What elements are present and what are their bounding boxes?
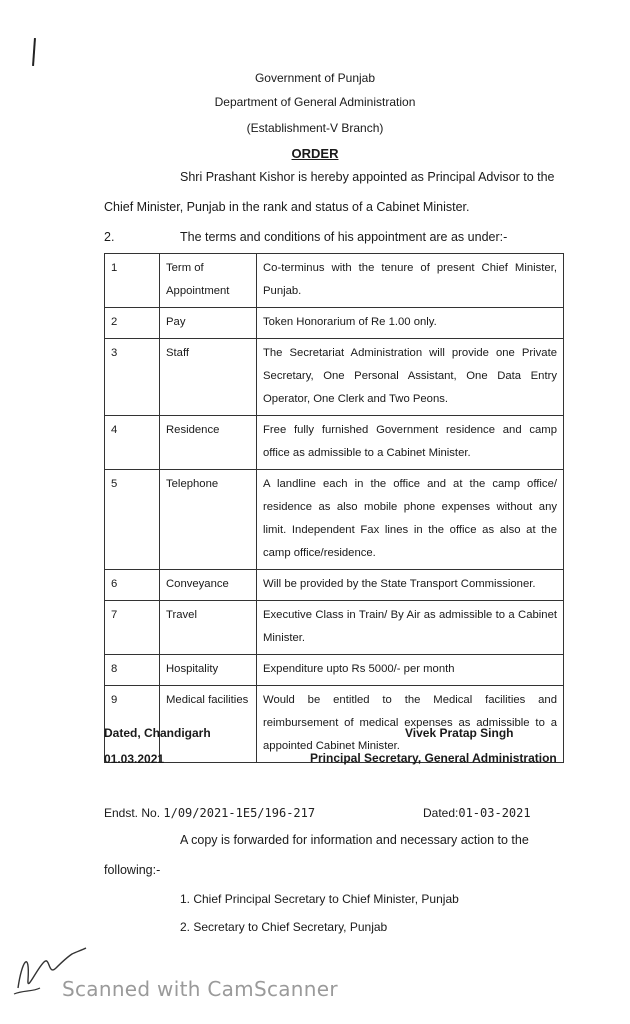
- signatory-designation: Principal Secretary, General Administration: [310, 751, 557, 765]
- row-detail: Executive Class in Train/ By Air as admissible to a Cabinet Minister.: [257, 601, 564, 655]
- row-term-line: Telephone: [166, 478, 219, 490]
- endorsement-number: 1/09/2021-1E5/196-217: [163, 806, 316, 820]
- row-term: [160, 655, 257, 686]
- row-number: 7: [105, 601, 160, 655]
- table-row: [105, 655, 564, 686]
- header-department: Department of General Administration: [214, 95, 416, 109]
- row-term: [160, 570, 257, 601]
- dated-date: 01.03.2021: [104, 752, 165, 766]
- row-term-line: Conveyance: [166, 578, 229, 590]
- table-row: [105, 601, 564, 655]
- row-detail: Token Honorarium of Re 1.00 only.: [257, 308, 564, 339]
- row-term-line: Medical facilities: [166, 694, 249, 706]
- row-term: [160, 339, 257, 416]
- table-row: [105, 416, 564, 470]
- row-number: 1: [105, 254, 160, 308]
- intro-line-1: Shri Prashant Kishor is hereby appointed as Principal Advisor to the: [180, 170, 555, 184]
- copy-line-2: following:-: [104, 863, 161, 877]
- row-term-line: Appointment: [166, 285, 230, 297]
- row-number: 3: [105, 339, 160, 416]
- table-row: [105, 470, 564, 570]
- table-row: [105, 339, 564, 416]
- intro-line-2: Chief Minister, Punjab in the rank and status of a Cabinet Minister.: [104, 200, 470, 214]
- row-term: [160, 416, 257, 470]
- row-number: 8: [105, 655, 160, 686]
- row-term-line: Residence: [166, 424, 220, 436]
- row-term-line: Pay: [166, 316, 186, 328]
- table-row: [105, 570, 564, 601]
- terms-table: [104, 253, 564, 763]
- endorsement-label: Endst. No.: [104, 806, 161, 820]
- row-number: 6: [105, 570, 160, 601]
- row-term-line: Hospitality: [166, 663, 219, 675]
- row-detail: A landline each in the office and at the camp office/ residence as also mobile phone expenses without any limit. Independent Fax lines in the office as also at the camp office/residence.: [257, 470, 564, 570]
- dated-place: Dated, Chandigarh: [104, 726, 211, 740]
- row-term: [160, 308, 257, 339]
- row-detail: The Secretariat Administration will provide one Private Secretary, One Personal Assistant, One Data Entry Operator, One Clerk and Two Peons.: [257, 339, 564, 416]
- row-term: [160, 254, 257, 308]
- recipient-2: 2. Secretary to Chief Secretary, Punjab: [180, 920, 388, 934]
- row-term-line: Travel: [166, 609, 197, 621]
- row-term-line: Staff: [166, 347, 190, 359]
- row-detail: Will be provided by the State Transport Commissioner.: [257, 570, 564, 601]
- row-detail: Free fully furnished Government residence and camp office as admissible to a Cabinet Minister.: [257, 416, 564, 470]
- header-government: Government of Punjab: [254, 71, 376, 85]
- order-title: ORDER: [291, 146, 339, 161]
- pen-mark: [32, 38, 36, 66]
- row-term-line: Term of: [166, 262, 204, 274]
- endorsement-dated-value: 01-03-2021: [458, 806, 531, 820]
- row-detail: Co-terminus with the tenure of present Chief Minister, Punjab.: [257, 254, 564, 308]
- camscanner-watermark: Scanned with CamScanner: [62, 977, 338, 1001]
- row-term: [160, 686, 257, 763]
- row-number: 4: [105, 416, 160, 470]
- row-detail: Would be entitled to the Medical facilities and reimbursement of medical expenses as admissible to a appointed Cabinet Minister.: [257, 686, 564, 763]
- row-term: [160, 601, 257, 655]
- row-number: 5: [105, 470, 160, 570]
- para2-text: The terms and conditions of his appointment are as under:-: [180, 230, 508, 244]
- copy-line-1: A copy is forwarded for information and necessary action to the: [180, 833, 529, 847]
- header-branch: (Establishment-V Branch): [246, 121, 384, 135]
- signatory-name: Vivek Pratap Singh: [405, 726, 514, 740]
- row-detail: Expenditure upto Rs 5000/- per month: [257, 655, 564, 686]
- para2-number: 2.: [104, 230, 115, 244]
- endorsement-dated-label: Dated:: [423, 806, 459, 820]
- row-number: 9: [105, 686, 160, 763]
- row-number: 2: [105, 308, 160, 339]
- recipient-1: 1. Chief Principal Secretary to Chief Minister, Punjab: [180, 892, 459, 906]
- table-row: [105, 254, 564, 308]
- row-term: [160, 470, 257, 570]
- table-row: [105, 308, 564, 339]
